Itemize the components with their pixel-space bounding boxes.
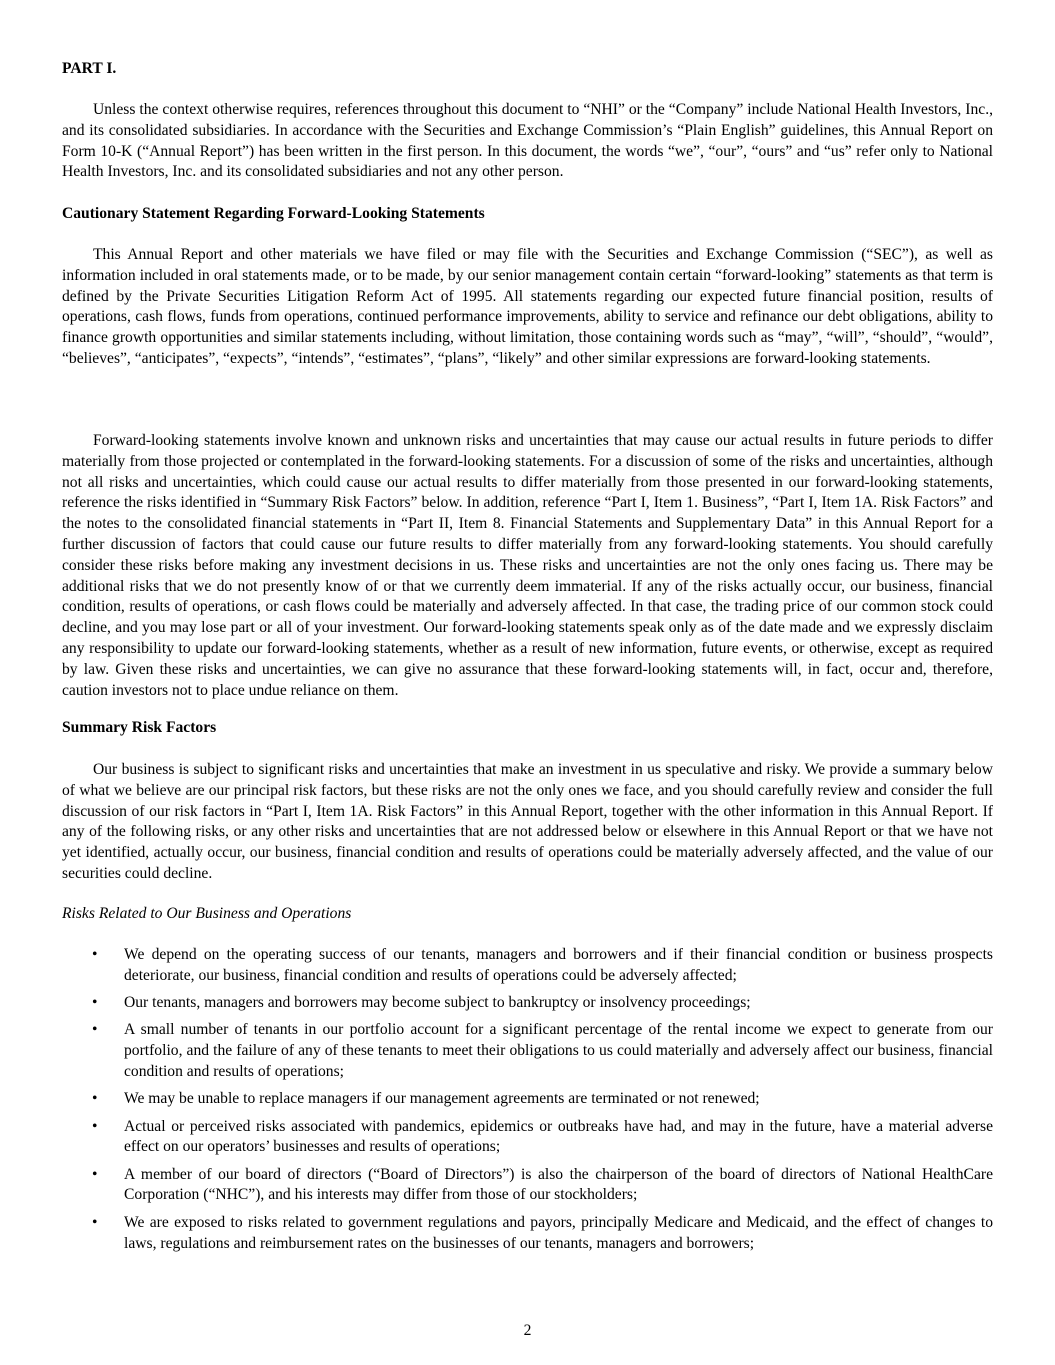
summary-heading: Summary Risk Factors xyxy=(62,719,217,736)
risk-bullet-text: We may be unable to replace managers if our management agreements are terminated or not renewed; xyxy=(124,1090,760,1108)
cautionary-heading: Cautionary Statement Regarding Forward-Looking Statements xyxy=(62,205,485,222)
bullet-icon: • xyxy=(92,1021,98,1039)
summary-paragraph: Our business is subject to significant risks and uncertainties that make an investment in us speculative and risky. We provide a summary below of what we believe are our principal risk factors, but these risks are not the only ones we face, and you should carefully review and consider the full discussion of our risk factors in “Part I, Item 1A. Risk Factors” in this Annual Report, together with the other information in this Annual Report. If any of the following risks, or any other risks and uncertainties that are not addressed below or elsewhere in this Annual Report or that we have not yet identified, actually occur, our business, financial condition and results of operations could be materially adversely affected, and the value of our securities could decline. xyxy=(62,761,993,882)
bullet-icon: • xyxy=(92,1213,98,1231)
part-title: PART I. xyxy=(62,60,117,77)
risk-bullet-item xyxy=(62,1020,993,1082)
risk-bullet-list xyxy=(62,945,993,1261)
intro-paragraph: Unless the context otherwise requires, references throughout this document to “NHI” or the “Company” include National Health Investors, Inc., and its consolidated subsidiaries. In accordance with the Securities and Exchange Commission’s “Plain English” guidelines, this Annual Report on Form 10-K (“Annual Report”) has been written in the first person. In this document, the words “we”, “our”, “ours” and “us” refer only to National Health Investors, Inc. and its consolidated subsidiaries and not any other person. xyxy=(62,101,993,181)
bullet-icon: • xyxy=(92,994,98,1012)
risk-bullet-item xyxy=(62,993,993,1014)
cautionary-paragraph-2: Forward-looking statements involve known and unknown risks and uncertainties that may cause our actual results in future periods to differ materially from those projected or contemplated in the forward-looking statements. For a discussion of some of the risks and uncertainties, although not all risks and uncertainties, which could cause our actual results to differ materially from those presented in our forward-looking statements, reference the risks identified in “Summary Risk Factors” below. In addition, reference “Part I, Item 1. Business”, “Part I, Item 1A. Risk Factors” and the notes to the consolidated financial statements in “Part II, Item 8. Financial Statements and Supplementary Data” in this Annual Report for a further discussion of factors that could cause our future results to differ materially from any forward-looking statements. You should carefully consider these risks before making any investment decisions in us. These risks and uncertainties are not the only ones facing us. There may be additional risks that we do not presently know of or that we currently deem immaterial. If any of the risks actually occur, our business, financial condition, results of operations, or cash flows could be materially and adversely affected. In that case, the trading price of our common stock could decline, and you may lose part or all of your investment. Our forward-looking statements speak only as of the date made and we expressly disclaim any responsibility to update our forward-looking statements, whether as a result of new information, future events, or otherwise, except as required by law. Given these risks and uncertainties, we can give no assurance that these forward-looking statements will, in fact, occur and, therefore, caution investors not to place undue reliance on them. xyxy=(62,432,993,699)
risk-bullet-item xyxy=(62,1165,993,1207)
risk-bullet-item xyxy=(62,945,993,987)
risk-bullet-text: We are exposed to risks related to government regulations and payors, principally Medicare and Medicaid, and the effect of changes to laws, regulations and reimbursement rates on the businesses of our tenants, managers and borrowers; xyxy=(124,1213,993,1252)
risk-bullet-item xyxy=(62,1117,993,1159)
cautionary-paragraph-1: This Annual Report and other materials we have filed or may file with the Securities and Exchange Commission (“SEC”), as well as information included in oral statements made, or to be made, by our senior management contain certain “forward-looking” statements as that term is defined by the Private Securities Litigation Reform Act of 1995. All statements regarding our expected future financial position, results of operations, cash flows, funds from operations, continued performance improvements, ability to service and refinance our debt obligations, ability to finance growth opportunities and similar statements including, without limitation, those containing words such as “may”, “will”, “should”, “would”, “believes”, “anticipates”, “expects”, “intends”, “estimates”, “plans”, “likely” and other similar expressions are forward-looking statements. xyxy=(62,246,993,367)
risk-bullet-item xyxy=(62,1213,993,1255)
risk-bullet-text: Our tenants, managers and borrowers may become subject to bankruptcy or insolvency proceedings; xyxy=(124,994,751,1012)
risks-subheading: Risks Related to Our Business and Operations xyxy=(62,905,352,922)
risk-bullet-text: Actual or perceived risks associated with pandemics, epidemics or outbreaks have had, and may in the future, have a material adverse effect on our operators’ businesses and results of operations; xyxy=(124,1117,993,1156)
bullet-icon: • xyxy=(92,1090,98,1108)
risk-bullet-text: We depend on the operating success of our tenants, managers and borrowers and if their financial condition or business prospects deteriorate, our business, financial condition and results of operations could be adversely affected; xyxy=(124,946,993,984)
bullet-icon: • xyxy=(92,1117,98,1135)
page-number: 2 xyxy=(523,1322,532,1339)
risk-bullet-text: A member of our board of directors (“Board of Directors”) is also the chairperson of the board of directors of National HealthCare Corporation (“NHC”), and his interests may differ from those of our stockholders; xyxy=(124,1165,993,1204)
risk-bullet-item xyxy=(62,1089,993,1110)
bullet-icon: • xyxy=(92,946,98,963)
bullet-icon: • xyxy=(92,1165,98,1183)
risk-bullet-text: A small number of tenants in our portfolio account for a significant percentage of the rental income we expect to generate from our portfolio, and the failure of any of these tenants to meet their obligations to us could materially and adversely affect our business, financial condition and results of operations; xyxy=(124,1021,993,1080)
